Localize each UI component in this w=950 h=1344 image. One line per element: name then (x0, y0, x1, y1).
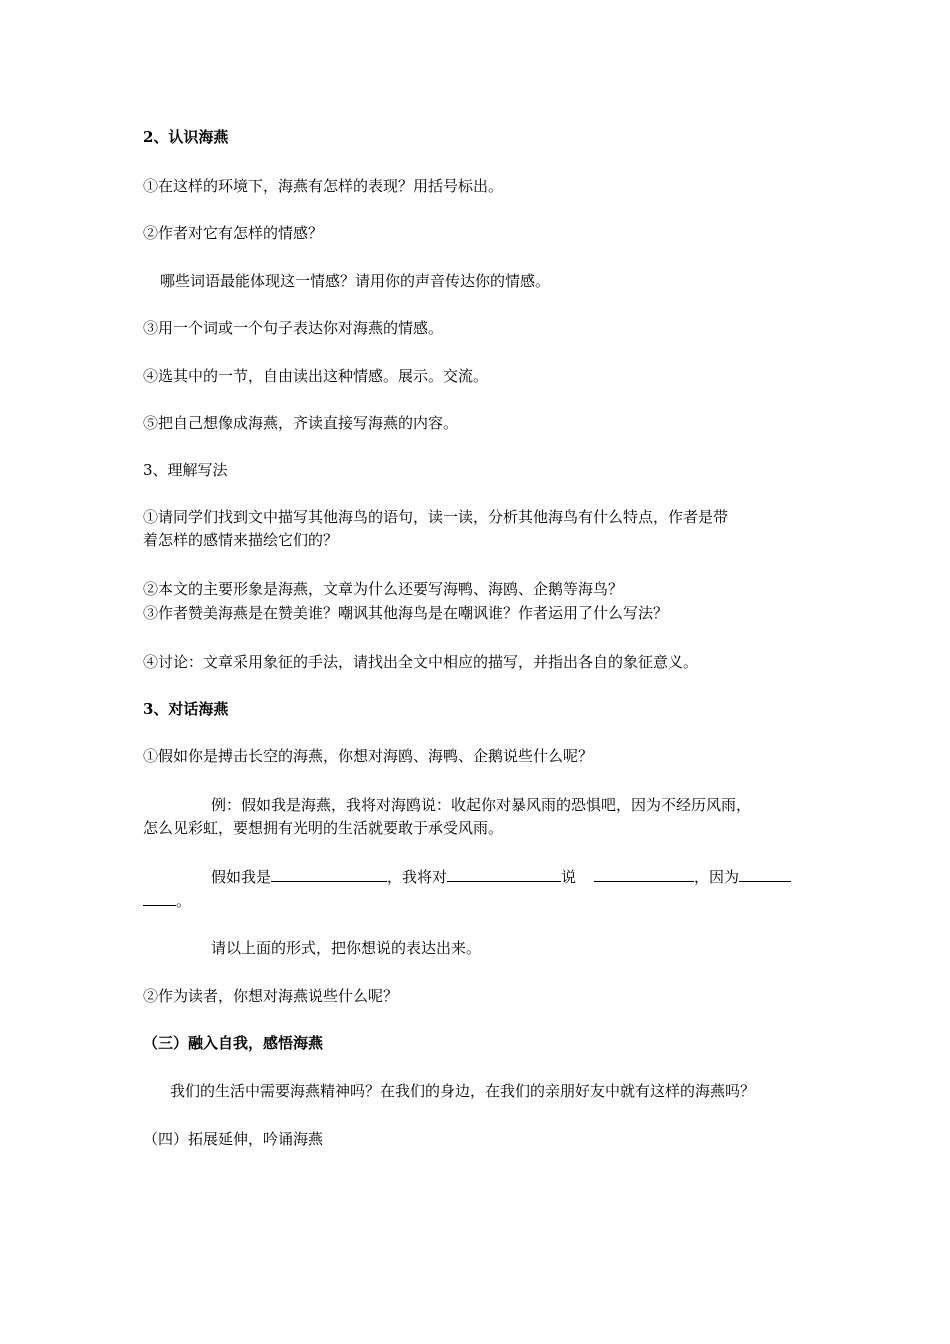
example-text: 怎么见彩虹，要想拥有光明的生活就要敢于承受风雨。 (143, 819, 504, 837)
answer-blank[interactable] (594, 865, 694, 882)
question-text: 着怎样的感情来描绘它们的？ (143, 531, 339, 549)
fill-text: ，因为 (694, 868, 740, 886)
fill-in-line (211, 865, 791, 888)
section-heading: 3、对话海燕 (143, 700, 229, 718)
question-text: ③用一个词或一个句子表达你对海燕的情感。 (143, 319, 444, 337)
question-text: ②本文的主要形象是海燕，文章为什么还要写海鸭、海鸥、企鹅等海鸟？ (143, 580, 624, 598)
question-text: ①在这样的环境下，海燕有怎样的表现？用括号标出。 (143, 177, 504, 195)
question-text: ①假如你是搏击长空的海燕，你想对海鸥、海鸭、企鹅说些什么呢？ (143, 747, 594, 765)
answer-blank[interactable] (143, 889, 176, 906)
question-text: ③作者赞美海燕是在赞美谁？嘲讽其他海鸟是在嘲讽谁？作者运用了什么写法？ (143, 604, 669, 622)
answer-blank[interactable] (447, 865, 561, 882)
question-subtext: 哪些词语最能体现这一情感？请用你的声音传达你的情感。 (160, 272, 551, 290)
section-heading: 3、理解写法 (143, 461, 228, 479)
question-text: ②作者对它有怎样的情感？ (143, 224, 324, 242)
instruction-text: 请以上面的形式，把你想说的表达出来。 (211, 939, 482, 957)
fill-text: 假如我是 (211, 868, 272, 886)
question-text: ⑤把自己想像成海燕，齐读直接写海燕的内容。 (143, 414, 459, 432)
part-heading: （四）拓展延伸，吟诵海燕 (143, 1130, 324, 1148)
question-text: ①请同学们找到文中描写其他海鸟的语句，读一读，分析其他海鸟有什么特点，作者是带 (143, 508, 729, 526)
body-text: 我们的生活中需要海燕精神吗？在我们的身边，在我们的亲朋好友中就有这样的海燕吗？ (170, 1082, 756, 1100)
part-heading: （三）融入自我，感悟海燕 (143, 1034, 324, 1052)
fill-text: ，我将对 (387, 868, 448, 886)
fill-text: 。 (176, 892, 192, 910)
question-text: ④讨论：文章采用象征的手法，请找出全文中相应的描写，并指出各自的象征意义。 (143, 653, 699, 671)
section-heading: 2、认识海燕 (143, 128, 229, 146)
question-text: ④选其中的一节，自由读出这种情感。展示。交流。 (143, 367, 489, 385)
example-text: 例：假如我是海燕，我将对海鸥说：收起你对暴风雨的恐惧吧，因为不经历风雨， (211, 796, 752, 814)
answer-blank[interactable] (271, 865, 387, 882)
fill-in-line-continued (143, 889, 191, 912)
fill-text: 说 (561, 868, 577, 886)
question-text: ②作为读者，你想对海燕说些什么呢？ (143, 987, 399, 1005)
answer-blank[interactable] (739, 865, 791, 882)
